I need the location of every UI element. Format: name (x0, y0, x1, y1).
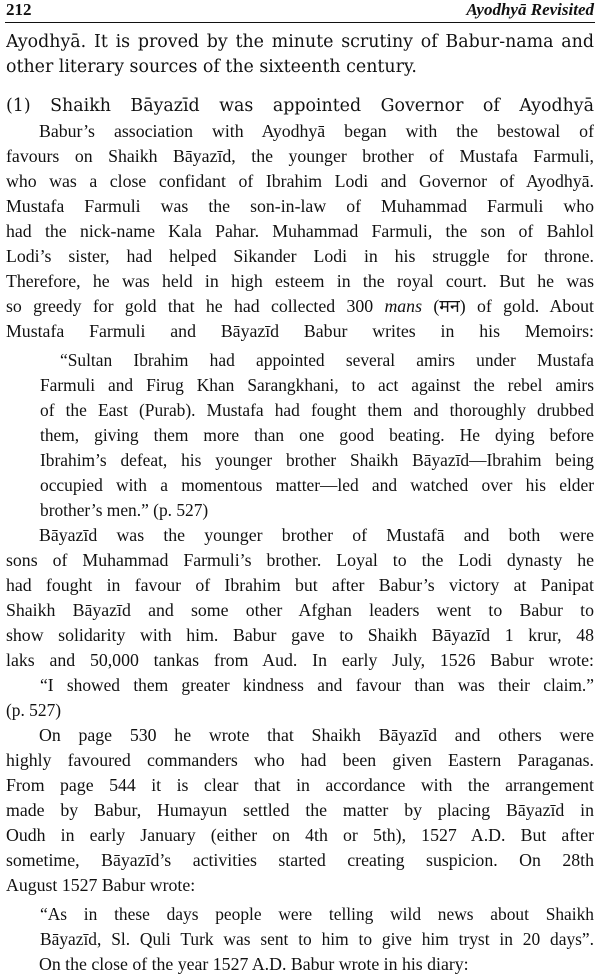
quote-line: Bāyazīd, Sl. Quli Turk was sent to him to give him tryst in 20 days”. (40, 929, 594, 949)
text-line: Mustafa Farmuli and Bāyazīd Babur writes in his Memoirs: (6, 321, 594, 341)
section-heading: (1) Shaikh Bāyazīd was appointed Governor of Ayodhyā (6, 96, 594, 116)
quote-line: brother’s men.” (p. 527) (40, 500, 209, 520)
text-run: so greedy for gold that he had collected 300 (6, 296, 385, 316)
text-line: Babur’s association with Ayodhyā began with the bestowal of (39, 121, 594, 141)
quote-line: “As in these days people were telling wild news about Shaikh (40, 904, 594, 924)
text-line: Mustafa Farmuli was the son-in-law of Muhammad Farmuli who (6, 196, 594, 216)
page-header (6, 0, 594, 22)
quote-line: “Sultan Ibrahim had appointed several amirs under Mustafa (60, 350, 594, 370)
quote-line: (p. 527) (6, 700, 62, 720)
text-line: laks and 50,000 tankas from Aud. In early July, 1526 Babur wrote: (6, 650, 594, 670)
text-run: (मन) of gold. About (422, 296, 594, 316)
quote-line: of the East (Purab). Mustafa had fought them and thoroughly drubbed (40, 400, 594, 420)
text-line: sometime, Bāyazīd’s activities started creating suspicion. On 28th (6, 850, 594, 870)
text-line: made by Babur, Humayun settled the matter by placing Bāyazīd in (6, 800, 594, 820)
spacer (6, 80, 594, 90)
text-line: Oudh in early January (either on 4th or 5th), 1527 A.D. But after (6, 825, 594, 845)
quote-line: Ibrahim’s defeat, his younger brother Shaikh Bāyazīd—Ibrahim being (40, 450, 594, 470)
text-line: Therefore, he was held in high esteem in the royal court. But he was (6, 271, 594, 291)
text-line (6, 294, 594, 319)
text-line: other literary sources of the sixteenth century. (6, 57, 417, 77)
text-line: had the nick-name Kala Pahar. Muhammad Farmuli, the son of Bahlol (6, 221, 594, 241)
quote-line: them, giving them more than one good beating. He dying before (40, 425, 594, 445)
text-line: highly favoured commanders who had been given Eastern Paraganas. (6, 750, 594, 770)
text-line: Bāyazīd was the younger brother of Mustafā and both were (39, 525, 594, 545)
text-line: Lodi’s sister, had helped Sikander Lodi in his struggle for throne. (6, 246, 594, 266)
text-line: August 1527 Babur wrote: (6, 875, 196, 895)
header-rule (5, 22, 595, 23)
quote-line: “I showed them greater kindness and favour than was their claim.” (40, 675, 594, 695)
page-body (6, 30, 594, 977)
text-line: On the close of the year 1527 A.D. Babur wrote in his diary: (39, 954, 469, 974)
text-line: On page 530 he wrote that Shaikh Bāyazīd and others were (39, 725, 594, 745)
quote-line: occupied with a momentous matter—led and watched over his elder (40, 475, 594, 495)
text-line: Ayodhyā. It is proved by the minute scrutiny of Babur-nama and (6, 32, 594, 52)
text-line: had fought in favour of Ibrahim but after Babur’s victory at Panipat (6, 575, 594, 595)
text-line: Shaikh Bāyazīd and some other Afghan leaders went to Babur to (6, 600, 594, 620)
text-line: favours on Shaikh Bāyazīd, the younger brother of Mustafa Farmuli, (6, 146, 594, 166)
quote-line: Farmuli and Firug Khan Sarangkhani, to act against the rebel amirs (40, 375, 594, 395)
text-line: From page 544 it is clear that in accordance with the arrangement (6, 775, 594, 795)
text-line: who was a close confidant of Ibrahim Lodi and Governor of Ayodhyā. (6, 171, 594, 191)
text-line: sons of Muhammad Farmuli’s brother. Loyal to the Lodi dynasty he (6, 550, 594, 570)
running-title: Ayodhyā Revisited (466, 0, 594, 19)
text-line: show solidarity with him. Babur gave to Shaikh Bāyazīd 1 krur, 48 (6, 625, 594, 645)
italic-term: mans (384, 296, 422, 316)
page-number: 212 (6, 0, 32, 19)
